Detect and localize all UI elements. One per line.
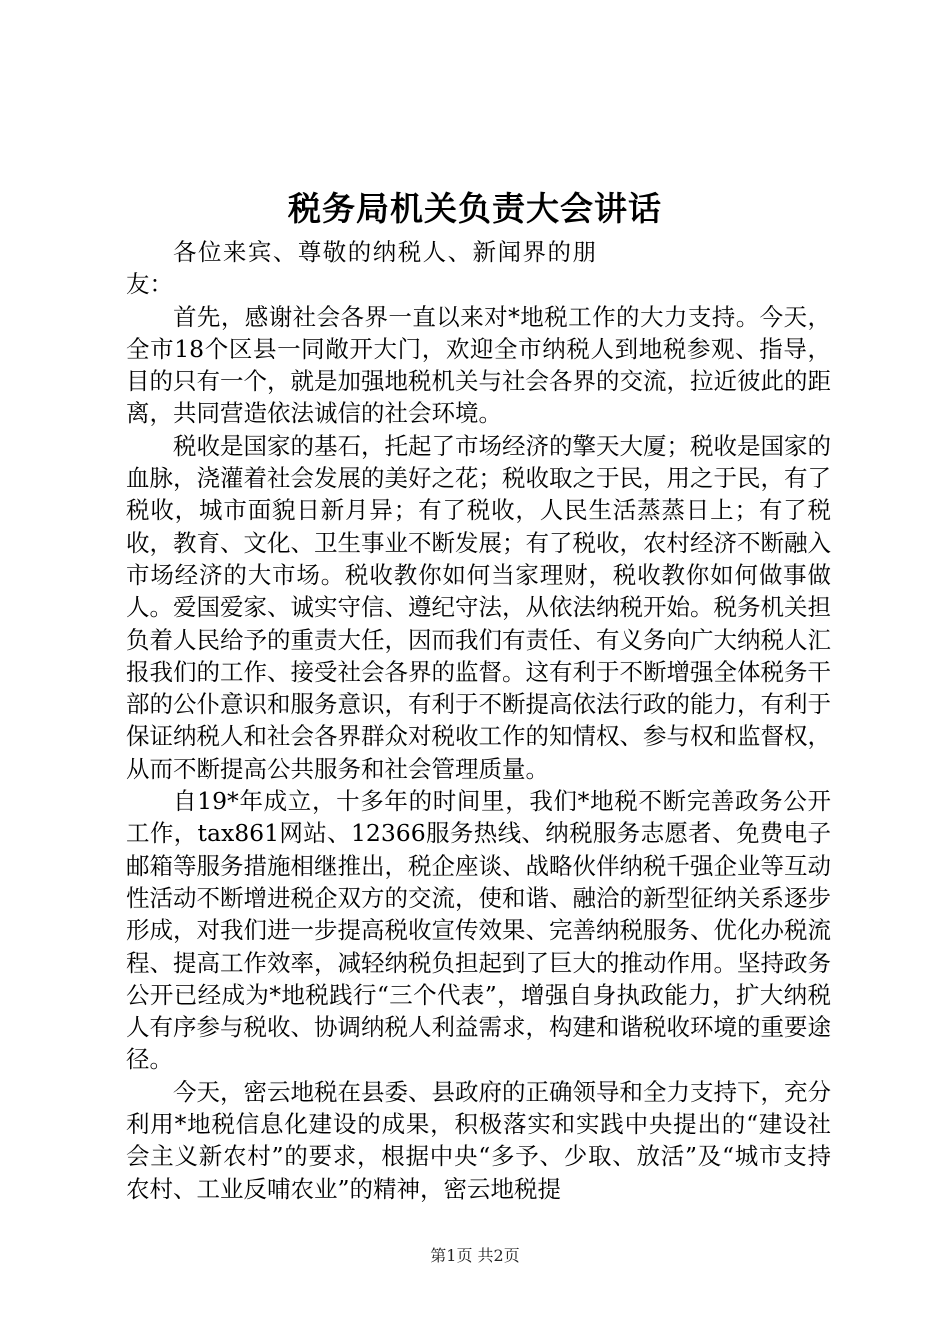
document-body [126,236,831,1205]
body-paragraph: 今天，密云地税在县委、县政府的正确领导和全力支持下，充分利用*地税信息化建设的成果，积极落实和实践中央提出的“建设社会主义新农村”的要求，根据中央“多予、少取、放活”及“城市支持农村、工业反哺农业”的精神，密云地税提 [126,1077,831,1203]
document-title: 税务局机关负责大会讲话 [288,189,662,228]
salutation-paragraph: 各位来宾、尊敬的纳税人、新闻界的朋友： [126,238,596,299]
body-paragraph: 首先，感谢社会各界一直以来对*地税工作的大力支持。今天，全市18个区县一同敞开大门，欢迎全市纳税人到地税参观、指导，目的只有一个，就是加强地税机关与社会各界的交流，拉近彼此的距离，共同营造依法诚信的社会环境。 [126,302,831,428]
body-paragraph: 自19*年成立，十多年的时间里，我们*地税不断完善政务公开工作，tax861网站、12366服务热线、纳税服务志愿者、免费电子邮箱等服务措施相继推出，税企座谈、战略伙伴纳税千强企业等互动性活动不断增进税企双方的交流，使和谐、融洽的新型征纳关系逐步形成，对我们进一步提高税收宣传效果、完善纳税服务、优化办税流程、提高工作效率，减轻纳税负担起到了巨大的推动作用。坚持政务公开已经成为*地税践行“三个代表”，增强自身执政能力，扩大纳税人有序参与税收、协调纳税人利益需求，构建和谐税收环境的重要途径。 [126,787,831,1074]
body-paragraph: 税收是国家的基石，托起了市场经济的擎天大厦；税收是国家的血脉，浇灌着社会发展的美好之花；税收取之于民，用之于民，有了税收，城市面貌日新月异；有了税收，人民生活蒸蒸日上；有了税收，教育、文化、卫生事业不断发展；有了税收，农村经济不断融入市场经济的大市场。税收教你如何当家理财，税收教你如何做事做人。爱国爱家、诚实守信、遵纪守法，从依法纳税开始。税务机关担负着人民给予的重责大任，因而我们有责任、有义务向广大纳税人汇报我们的工作、接受社会各界的监督。这有利于不断增强全体税务干部的公仆意识和服务意识，有利于不断提高依法行政的能力，有利于保证纳税人和社会各界群众对税收工作的知情权、参与权和监督权，从而不断提高公共服务和社会管理质量。 [126,431,831,783]
page-number-footer: 第1页 共2页 [430,1246,520,1265]
